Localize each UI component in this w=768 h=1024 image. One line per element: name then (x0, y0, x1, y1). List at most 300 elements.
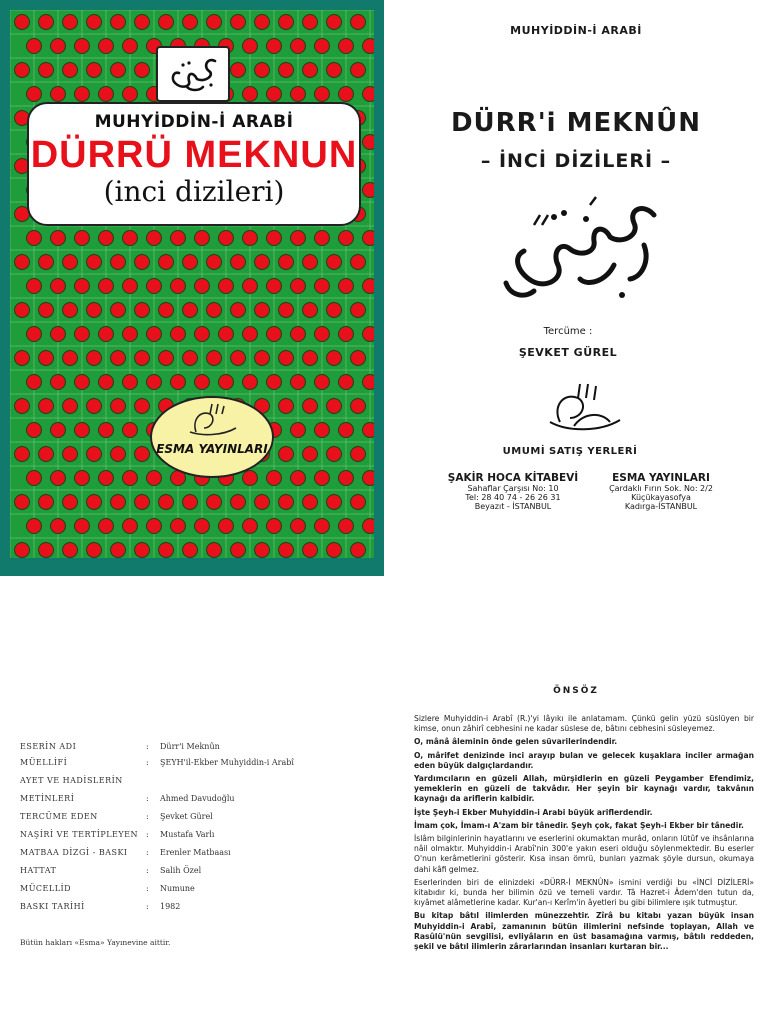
book-cover (0, 0, 384, 576)
cover-dot (327, 15, 342, 30)
cover-dot (279, 447, 294, 462)
cover-dot (183, 15, 198, 30)
cover-dot (87, 63, 102, 78)
cover-dot (219, 327, 234, 342)
cover-dot (219, 375, 234, 390)
cover-dot (339, 279, 354, 294)
cover-dot (75, 375, 90, 390)
cover-dot (363, 279, 375, 294)
cover-dot (291, 87, 306, 102)
cover-dot (339, 375, 354, 390)
distributor-address: Çardaklı Fırın Sok. No: 2/2 (609, 484, 713, 493)
cover-dot (363, 471, 375, 486)
distributor-1 (428, 472, 598, 511)
cover-dot (351, 447, 366, 462)
cover-dot (183, 255, 198, 270)
cover-dot (99, 327, 114, 342)
cover-dot (39, 255, 54, 270)
imprint-value: Salih Özel (160, 866, 202, 875)
cover-dot (111, 495, 126, 510)
cover-dot (315, 327, 330, 342)
tughra-icon (182, 402, 242, 442)
foreword-paragraph: O, mânâ âleminin önde gelen süvarilerindendir. (414, 737, 618, 747)
cover-dot (111, 543, 126, 558)
cover-dot (291, 327, 306, 342)
cover-dot (27, 471, 42, 486)
cover-dot (111, 303, 126, 318)
imprint-row: BASKI TARİHİ : 1982 (20, 902, 181, 911)
cover-dot (75, 471, 90, 486)
cover-calligraphy-plate (156, 46, 230, 102)
cover-dot (207, 255, 222, 270)
imprint-rights: Bütün hakları «Esma» Yayınevine aittir. (20, 938, 171, 947)
foreword-paragraph: O, mârifet denizinde inci arayıp bulan ve gelecek kuşaklara inciler armağan eden büyük dalgıçlardandır. (414, 750, 754, 770)
imprint-label: BASKI TARİHİ (20, 902, 85, 911)
cover-dot (171, 279, 186, 294)
cover-dot (183, 303, 198, 318)
imprint-page (0, 576, 384, 1024)
cover-dot (63, 543, 78, 558)
cover-dot (339, 327, 354, 342)
cover-dot (255, 63, 270, 78)
cover-dot (267, 87, 282, 102)
imprint-row: NAŞİRİ VE TERTİPLEYEN : Mustafa Varlı (20, 830, 215, 839)
cover-dot (27, 423, 42, 438)
cover-dot (135, 495, 150, 510)
imprint-value: Ahmed Davudoğlu (160, 794, 235, 803)
cover-dot (51, 519, 66, 534)
cover-dot (123, 519, 138, 534)
cover-dot (75, 327, 90, 342)
cover-dot (63, 399, 78, 414)
cover-dot (219, 231, 234, 246)
cover-dot (27, 87, 42, 102)
cover-dot (51, 87, 66, 102)
imprint-row: METİNLERİ : Ahmed Davudoğlu (20, 794, 235, 803)
cover-dot (135, 543, 150, 558)
imprint-value: Mustafa Varlı (160, 830, 215, 839)
cover-dot (363, 375, 375, 390)
cover-dot (243, 327, 258, 342)
imprint-row: HATTAT : Salih Özel (20, 866, 202, 875)
cover-publisher: ESMA YAYINLARI (156, 442, 268, 456)
cover-dot (231, 303, 246, 318)
cover-dot (15, 63, 30, 78)
cover-dot (63, 303, 78, 318)
cover-dot (99, 39, 114, 54)
cover-dot (111, 399, 126, 414)
cover-dot (39, 351, 54, 366)
cover-dot (99, 279, 114, 294)
cover-dot (219, 519, 234, 534)
cover-dot (219, 279, 234, 294)
cover-dot (279, 351, 294, 366)
distributor-city: Kadırga-İSTANBUL (624, 502, 698, 511)
cover-dot (243, 279, 258, 294)
cover-dot (291, 423, 306, 438)
imprint-value: Dürr'i Meknûn (160, 742, 220, 751)
cover-dot (147, 327, 162, 342)
cover-dot (363, 183, 375, 198)
cover-dot (87, 399, 102, 414)
imprint-row: MATBAA DİZGİ - BASKI : Erenler Matbaası (20, 848, 231, 857)
cover-dot (147, 471, 162, 486)
cover-dot (255, 351, 270, 366)
cover-dot (15, 255, 30, 270)
cover-dot (279, 543, 294, 558)
cover-dot (15, 15, 30, 30)
cover-dot (159, 495, 174, 510)
cover-dot (111, 351, 126, 366)
cover-dot (303, 15, 318, 30)
cover-dot (327, 303, 342, 318)
cover-dot (207, 351, 222, 366)
calligraphy-icon (163, 53, 223, 95)
cover-dot (327, 399, 342, 414)
cover-dot (339, 423, 354, 438)
cover-dot (291, 231, 306, 246)
imprint-label: NAŞİRİ VE TERTİPLEYEN (20, 830, 139, 839)
cover-dot (87, 543, 102, 558)
cover-dot (315, 519, 330, 534)
cover-dot (183, 543, 198, 558)
cover-dot (123, 87, 138, 102)
cover-dot (135, 447, 150, 462)
cover-dot (327, 351, 342, 366)
foreword-paragraph: İslâm bilginlerinin hayatlarını ve eserlerini okumaktan murâd, onların lütûf ve ihsânlarına nâil olmaktır. Muhyiddin-i Arabî'nin 300'e yakın eseri olduğu söylenmektedir. Bu eserler O'nun kerâmetlerini gösterir. Kısa insan ömrü, bunları yazmak şöyle dursun, okumaya dahi kâfi gelmez. (414, 834, 754, 874)
cover-dot (315, 231, 330, 246)
imprint-row: MÜCELLİD : Numune (20, 884, 195, 893)
cover-dot (267, 279, 282, 294)
cover-dot (15, 495, 30, 510)
imprint-value: ŞEYH'il-Ekber Muhyiddin-i Arabî (160, 758, 294, 767)
cover-dot (363, 135, 375, 150)
distributor-name: ESMA YAYINLARI (612, 472, 710, 484)
cover-dot (27, 279, 42, 294)
cover-dot (51, 471, 66, 486)
cover-dot (123, 423, 138, 438)
imprint-label: MATBAA DİZGİ - BASKI (20, 848, 128, 857)
cover-dot (15, 303, 30, 318)
cover-dot (99, 375, 114, 390)
cover-dot (339, 519, 354, 534)
imprint-value: Şevket Gürel (160, 812, 213, 821)
cover-dot (195, 231, 210, 246)
cover-dot (291, 519, 306, 534)
distributor-address: Sahaflar Çarşısı No: 10 (467, 484, 559, 493)
cover-dot (15, 351, 30, 366)
cover-dot (315, 279, 330, 294)
cover-dot (51, 39, 66, 54)
cover-dot (171, 327, 186, 342)
cover-dot (135, 15, 150, 30)
tughra-icon (544, 382, 624, 438)
cover-dot (123, 375, 138, 390)
cover-dot (327, 495, 342, 510)
imprint-row (20, 776, 380, 792)
distributor-city: Beyazıt - İSTANBUL (474, 502, 552, 511)
cover-dot (255, 495, 270, 510)
cover-dot (351, 495, 366, 510)
cover-dot (39, 447, 54, 462)
cover-dot (327, 63, 342, 78)
translator-label: Tercüme : (543, 326, 593, 337)
cover-dot (135, 255, 150, 270)
foreword-paragraph: Sizlere Muhyiddin-i Arabî (R.)'yi lâyıkı ile anlatamam. Çünkü gelin yüzü süslüyen bir kimse, onun zâhirî cebhesini ne kadar süslese de, bâtını cebhesini süsleyemez. (414, 714, 754, 734)
cover-dot (123, 231, 138, 246)
cover-dot (303, 447, 318, 462)
imprint-label: MÜELLİFİ (20, 758, 68, 767)
cover-dot (135, 351, 150, 366)
cover-pattern-panel (10, 10, 374, 558)
cover-dot (279, 399, 294, 414)
cover-dot (351, 15, 366, 30)
cover-dot (39, 15, 54, 30)
cover-dot (243, 39, 258, 54)
cover-dot (303, 63, 318, 78)
cover-dot (51, 423, 66, 438)
cover-dot (123, 279, 138, 294)
cover-dot (75, 231, 90, 246)
cover-dot (15, 447, 30, 462)
cover-dot (99, 471, 114, 486)
cover-dot (63, 447, 78, 462)
cover-dot (159, 303, 174, 318)
cover-dot (339, 231, 354, 246)
cover-dot (243, 471, 258, 486)
cover-title: DÜRRÜ MEKNUN (30, 134, 358, 176)
cover-dot (27, 375, 42, 390)
imprint-label: TERCÜME EDEN (20, 812, 98, 821)
cover-dot (135, 399, 150, 414)
cover-dot (303, 255, 318, 270)
arabic-calligraphy-icon (494, 195, 674, 315)
cover-dot (363, 39, 375, 54)
cover-dot (39, 495, 54, 510)
imprint-label: HATTAT (20, 866, 57, 875)
cover-dot (267, 327, 282, 342)
cover-dot (75, 423, 90, 438)
cover-dot (135, 63, 150, 78)
cover-dot (159, 543, 174, 558)
foreword-paragraph: Yardımcıların en güzeli Allah, mürşidlerin en güzeli Peygamber Efendimiz, yemeklerin en güzeli de takvâdır. Her şeyin bir kaynağı vardır, takvânın kaynağı da ariflerin kalbidir. (414, 774, 754, 804)
foreword-paragraph: Eserlerinden biri de elinizdeki «DÜRR-İ MEKNÛN» ismini verdiği bu «İNCİ DİZİLERİ» kitabıdır ki, bunda her bilimin özü ve temeli vardır. Tâ Hazret-i Âdem'den tutun da, kıyâmet alâmetlerine kadar. Kur'an-ı Kerîm'in âyetleri bu gibi bilimlere ışık tutmuştur. (414, 877, 754, 908)
cover-dot (87, 15, 102, 30)
foreword-paragraph: İmam çok, İmam-ı A'zam bir tânedir. Şeyh çok, fakat Şeyh-i Ekber bir tânedir. (414, 820, 744, 830)
imprint-value: Numune (160, 884, 195, 893)
cover-dot (123, 471, 138, 486)
imprint-label: METİNLERİ (20, 794, 75, 803)
cover-dot (291, 375, 306, 390)
imprint-row: ESERİN ADI : Dürr'i Meknûn (20, 742, 220, 751)
distributor-district: Küçükayasofya (631, 493, 691, 502)
cover-dot (87, 255, 102, 270)
cover-dot (363, 327, 375, 342)
cover-dot (339, 87, 354, 102)
cover-dot (39, 63, 54, 78)
cover-dot (303, 351, 318, 366)
cover-dot (75, 87, 90, 102)
cover-dot (87, 495, 102, 510)
cover-dot (51, 231, 66, 246)
cover-title-banner (27, 102, 361, 226)
cover-dot (363, 87, 375, 102)
cover-dot (111, 15, 126, 30)
cover-dot (27, 231, 42, 246)
cover-dot (303, 495, 318, 510)
cover-dot (27, 39, 42, 54)
cover-dot (255, 255, 270, 270)
cover-dot (291, 471, 306, 486)
distributor-phone: Tel: 28 40 74 - 26 26 31 (465, 493, 561, 502)
cover-dot (351, 543, 366, 558)
cover-dot (231, 351, 246, 366)
cover-author: MUHYİDDİN-İ ARABİ (94, 112, 294, 132)
cover-dot (39, 399, 54, 414)
cover-dot (267, 471, 282, 486)
cover-dot (231, 63, 246, 78)
cover-dot (351, 255, 366, 270)
cover-dot (267, 231, 282, 246)
cover-dot (279, 63, 294, 78)
cover-dot (159, 351, 174, 366)
cover-dot (27, 519, 42, 534)
cover-dot (231, 15, 246, 30)
cover-dot (255, 15, 270, 30)
cover-dot (195, 327, 210, 342)
cover-dot (327, 255, 342, 270)
cover-dot (207, 15, 222, 30)
cover-dot (267, 39, 282, 54)
cover-dot (267, 519, 282, 534)
cover-dot (207, 495, 222, 510)
cover-dot (327, 543, 342, 558)
cover-dot (87, 303, 102, 318)
cover-dot (243, 231, 258, 246)
cover-dot (279, 303, 294, 318)
cover-dot (15, 399, 30, 414)
cover-dot (339, 39, 354, 54)
cover-dot (147, 279, 162, 294)
foreword-heading: ÖNSÖZ (553, 686, 599, 696)
cover-dot (279, 495, 294, 510)
cover-dot (231, 495, 246, 510)
cover-dot (159, 255, 174, 270)
cover-dot (351, 63, 366, 78)
imprint-value: Erenler Matbaası (160, 848, 231, 857)
cover-dot (159, 15, 174, 30)
cover-dot (75, 519, 90, 534)
imprint-label: MÜCELLİD (20, 884, 72, 893)
cover-dot (351, 399, 366, 414)
cover-dot (99, 87, 114, 102)
cover-dot (279, 15, 294, 30)
foreword-paragraph: Bu kitap bâtıl ilimlerden münezzehtir. Zîrâ bu kitabı yazan büyük insan Muhyiddin-i Arabî, zamanının bütün ilimlerini nefsinde toplayan, Allah ve Rasûlü'nün sevgilisi, evliyâların en üst basamağına varmış, bâtılı reddeden, şekil ve bâtıl ilimlerin zârarlarından insanları kurtaran bir... (414, 911, 754, 952)
cover-dot (315, 39, 330, 54)
cover-dot (303, 399, 318, 414)
cover-dot (63, 15, 78, 30)
imprint-row: TERCÜME EDEN : Şevket Gürel (20, 812, 213, 821)
cover-dot (243, 519, 258, 534)
distributor-name: ŞAKİR HOCA KİTABEVİ (447, 472, 579, 484)
cover-dot (351, 351, 366, 366)
cover-dot (39, 543, 54, 558)
cover-dot (171, 231, 186, 246)
cover-dot (123, 327, 138, 342)
foreword-paragraph: İşte Şeyh-i Ekber Muhyiddin-i Arabi büyük ariflerdendir. (414, 807, 653, 817)
cover-dot (267, 375, 282, 390)
cover-dot (171, 519, 186, 534)
cover-dot (27, 327, 42, 342)
imprint-row: MÜELLİFİ : ŞEYH'il-Ekber Muhyiddin-i Arabî (20, 758, 294, 767)
cover-dot (147, 519, 162, 534)
cover-dot (99, 519, 114, 534)
cover-dot (195, 519, 210, 534)
cover-dot (315, 87, 330, 102)
cover-dot (243, 375, 258, 390)
cover-dot (135, 303, 150, 318)
cover-dot (99, 423, 114, 438)
cover-dot (147, 231, 162, 246)
cover-dot (51, 327, 66, 342)
cover-dot (87, 351, 102, 366)
cover-dot (63, 495, 78, 510)
foreword-body (414, 714, 754, 955)
imprint-value: 1982 (160, 902, 181, 911)
cover-dot (171, 375, 186, 390)
cover-dot (75, 39, 90, 54)
cover-dot (51, 279, 66, 294)
imprint-label: ESERİN ADI (20, 742, 77, 751)
cover-dot (99, 231, 114, 246)
title-page-subtitle: – İNCİ DİZİLERİ – (480, 150, 672, 172)
cover-dot (255, 303, 270, 318)
cover-dot (51, 375, 66, 390)
cover-dot (327, 447, 342, 462)
cover-dot (315, 375, 330, 390)
cover-dot (243, 87, 258, 102)
title-page (384, 0, 768, 576)
cover-dot (231, 543, 246, 558)
cover-dot (255, 543, 270, 558)
cover-dot (63, 63, 78, 78)
cover-dot (123, 39, 138, 54)
title-page-author: MUHYİDDİN-İ ARABİ (510, 24, 642, 37)
cover-dot (15, 543, 30, 558)
sales-heading: UMUMİ SATIŞ YERLERİ (502, 446, 638, 457)
translator-name: ŞEVKET GÜREL (518, 346, 618, 359)
cover-dot (363, 423, 375, 438)
cover-dot (63, 351, 78, 366)
cover-dot (207, 303, 222, 318)
cover-dot (303, 303, 318, 318)
cover-dot (279, 255, 294, 270)
cover-dot (231, 255, 246, 270)
cover-dot (351, 303, 366, 318)
cover-dot (111, 447, 126, 462)
imprint-label: AYET VE HADİSLERİN (20, 776, 123, 785)
cover-dot (39, 303, 54, 318)
cover-dot (147, 375, 162, 390)
cover-dot (339, 471, 354, 486)
cover-dot (315, 423, 330, 438)
cover-dot (63, 255, 78, 270)
cover-dot (315, 471, 330, 486)
cover-dot (291, 39, 306, 54)
cover-dot (87, 447, 102, 462)
cover-dot (183, 495, 198, 510)
distributor-2 (576, 472, 746, 511)
